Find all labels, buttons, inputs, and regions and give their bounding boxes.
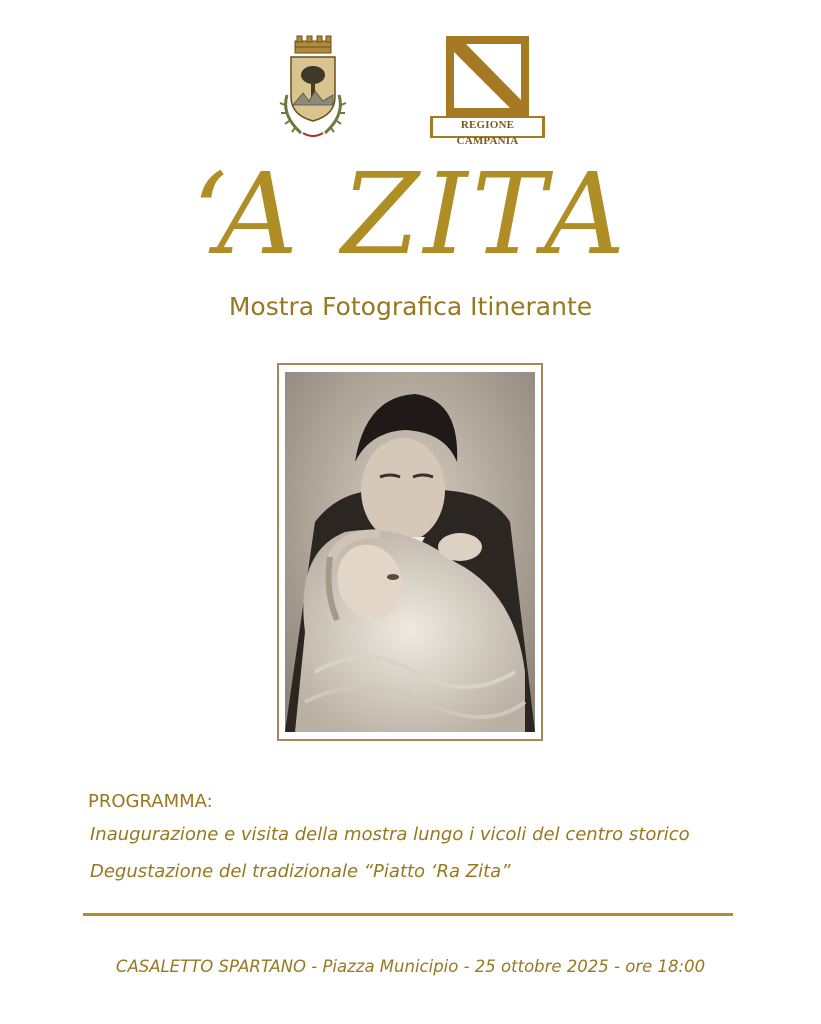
vintage-wedding-photo (285, 372, 535, 732)
region-label: REGIONE CAMPANIA (456, 119, 519, 147)
page-subtitle: Mostra Fotografica Itinerante (228, 292, 593, 321)
coat-of-arms-icon (277, 35, 349, 145)
program-heading: PROGRAMMA: (88, 791, 213, 812)
program-item: Degustazione del tradizionale “Piatto ‘Ra Zita” (90, 861, 511, 882)
program-item: Inaugurazione e visita della mostra lungo i vicoli del centro storico (90, 824, 690, 845)
page-title: ‘A ZITA (191, 150, 630, 280)
event-details: CASALETTO SPARTANO - Piazza Municipio - 25 ottobre 2025 - ore 18:00 (115, 957, 706, 976)
divider (83, 913, 733, 916)
